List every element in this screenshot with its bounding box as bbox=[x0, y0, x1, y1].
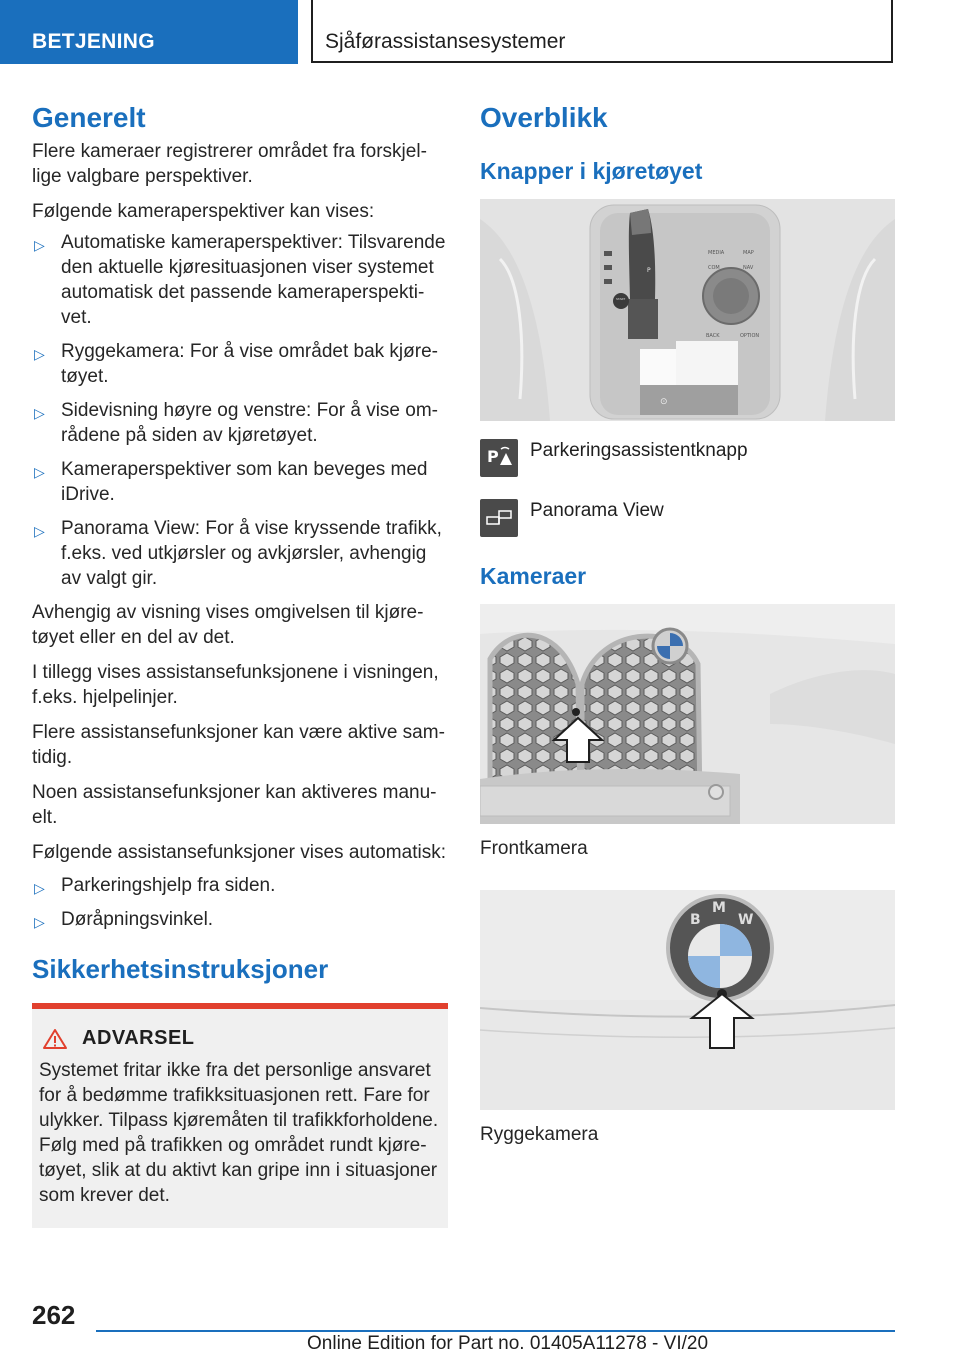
list-item: ▷ Ryggekamera: For å vise området bak kjøretøyet. bbox=[34, 341, 438, 387]
chapter-title: Sjåførassistansesystemer bbox=[325, 30, 566, 53]
panorama-view-label: Panorama View bbox=[530, 500, 664, 521]
bullet-triangle-icon: ▷ bbox=[34, 237, 45, 253]
button-row-panorama bbox=[480, 499, 895, 537]
footer-divider bbox=[96, 1330, 895, 1332]
warning-title: ADVARSEL bbox=[82, 1027, 195, 1049]
list-item: ▷ Parkeringshjelp fra siden. bbox=[32, 873, 448, 898]
intro-paragraph-2: Følgende kameraperspektiver kan vises: bbox=[32, 201, 375, 222]
paragraph-automatic: Følgende assistansefunksjoner vises automatisk: bbox=[32, 842, 446, 863]
warning-box bbox=[32, 1009, 448, 1228]
panorama-view-icon bbox=[480, 499, 518, 537]
chapter-tab bbox=[311, 0, 893, 63]
front-camera-caption: Frontkamera bbox=[480, 838, 588, 859]
front-grille-illustration bbox=[480, 604, 895, 824]
edition-text: Online Edition for Part no. 01405A11278 - VI/20 bbox=[307, 1333, 709, 1354]
overview-heading: Overblikk bbox=[480, 102, 608, 133]
paragraph-manual: Noen assistansefunksjoner kan aktiveres manuelt. bbox=[32, 782, 437, 828]
left-column bbox=[32, 100, 448, 1228]
list-item: ▷ Døråpningsvinkel. bbox=[32, 907, 448, 932]
general-heading: Generelt bbox=[32, 102, 146, 133]
section-tab bbox=[0, 0, 298, 64]
bullet-triangle-icon: ▷ bbox=[34, 346, 45, 362]
warning-text: Systemet fritar ikke fra det personlige ansvaret for å bedømme trafikksituasjonen rett. Fare for ulykker. Tilpass kjøremåten til trafikkforholdene. Følg med på trafikken og området rundt kjøretøyet, slik at du aktivt kan gripe inn i situasjoner som krever det. bbox=[39, 1060, 439, 1206]
section-title: BETJENING bbox=[32, 30, 155, 53]
parking-assistant-icon bbox=[480, 439, 518, 477]
button-row-parking bbox=[480, 439, 895, 477]
paragraph-view: Avhengig av visning vises omgivelsen til kjøretøyet eller en del av det. bbox=[32, 602, 424, 648]
svg-text:P: P bbox=[487, 447, 499, 466]
bullet-triangle-icon: ▷ bbox=[34, 914, 45, 930]
bullet-triangle-icon: ▷ bbox=[34, 405, 45, 421]
page-number: 262 bbox=[32, 1300, 76, 1330]
svg-text:P: P bbox=[647, 267, 651, 274]
list-item: ▷ Panorama View: For å vise kryssende trafikk, f.eks. ved utkjørsler og avkjørsler, avhengig av valgt gir. bbox=[34, 518, 442, 589]
list-item: ▷ Kameraperspektiver som kan beveges med iDrive. bbox=[34, 459, 428, 505]
svg-text:BACK: BACK bbox=[706, 333, 720, 339]
paragraph-multiple: Flere assistansefunksjoner kan være aktive samtidig. bbox=[32, 722, 445, 768]
center-console-image bbox=[480, 199, 895, 421]
warning-triangle-icon bbox=[42, 1028, 68, 1050]
auto-function-list bbox=[32, 873, 448, 932]
svg-text:⊙: ⊙ bbox=[660, 397, 668, 407]
svg-text:W: W bbox=[738, 912, 754, 928]
parking-assistant-label: Parkeringsassistentknapp bbox=[530, 440, 748, 461]
bullet-triangle-icon: ▷ bbox=[34, 880, 45, 896]
svg-text:MAP: MAP bbox=[743, 250, 754, 256]
bullet-triangle-icon: ▷ bbox=[34, 464, 45, 480]
svg-text:MEDIA: MEDIA bbox=[708, 250, 725, 256]
center-console-illustration bbox=[480, 199, 895, 421]
perspective-list bbox=[32, 230, 448, 591]
front-camera-image bbox=[480, 604, 895, 824]
svg-text:OPTION: OPTION bbox=[740, 333, 760, 339]
rear-camera-image bbox=[480, 890, 895, 1110]
rear-camera-caption: Ryggekamera bbox=[480, 1124, 599, 1145]
cameras-heading: Kameraer bbox=[480, 563, 587, 589]
paragraph-assist: I tillegg vises assistansefunksjonene i visningen, f.eks. hjelpelinjer. bbox=[32, 662, 439, 708]
buttons-heading: Knapper i kjøretøyet bbox=[480, 158, 703, 184]
list-item: ▷ Automatiske kameraperspektiver: Tilsvarende den aktuelle kjøresituasjonen viser systemet automatisk det passende kameraperspektivet. bbox=[34, 232, 446, 328]
svg-text:NAV: NAV bbox=[743, 265, 754, 271]
svg-text:COM: COM bbox=[708, 265, 720, 271]
list-item: ▷ Sidevisning høyre og venstre: For å vise områdene på siden av kjøretøyet. bbox=[34, 400, 438, 446]
right-column bbox=[480, 100, 895, 1146]
rear-logo-illustration bbox=[480, 890, 895, 1110]
svg-text:M: M bbox=[712, 900, 726, 916]
intro-paragraph-1: Flere kameraer registrerer området fra forskjellige valgbare perspektiver. bbox=[32, 141, 427, 187]
svg-text:START: START bbox=[616, 297, 626, 301]
svg-text:B: B bbox=[690, 912, 701, 928]
safety-heading: Sikkerhetsinstruksjoner bbox=[32, 954, 329, 984]
bullet-triangle-icon: ▷ bbox=[34, 523, 45, 539]
